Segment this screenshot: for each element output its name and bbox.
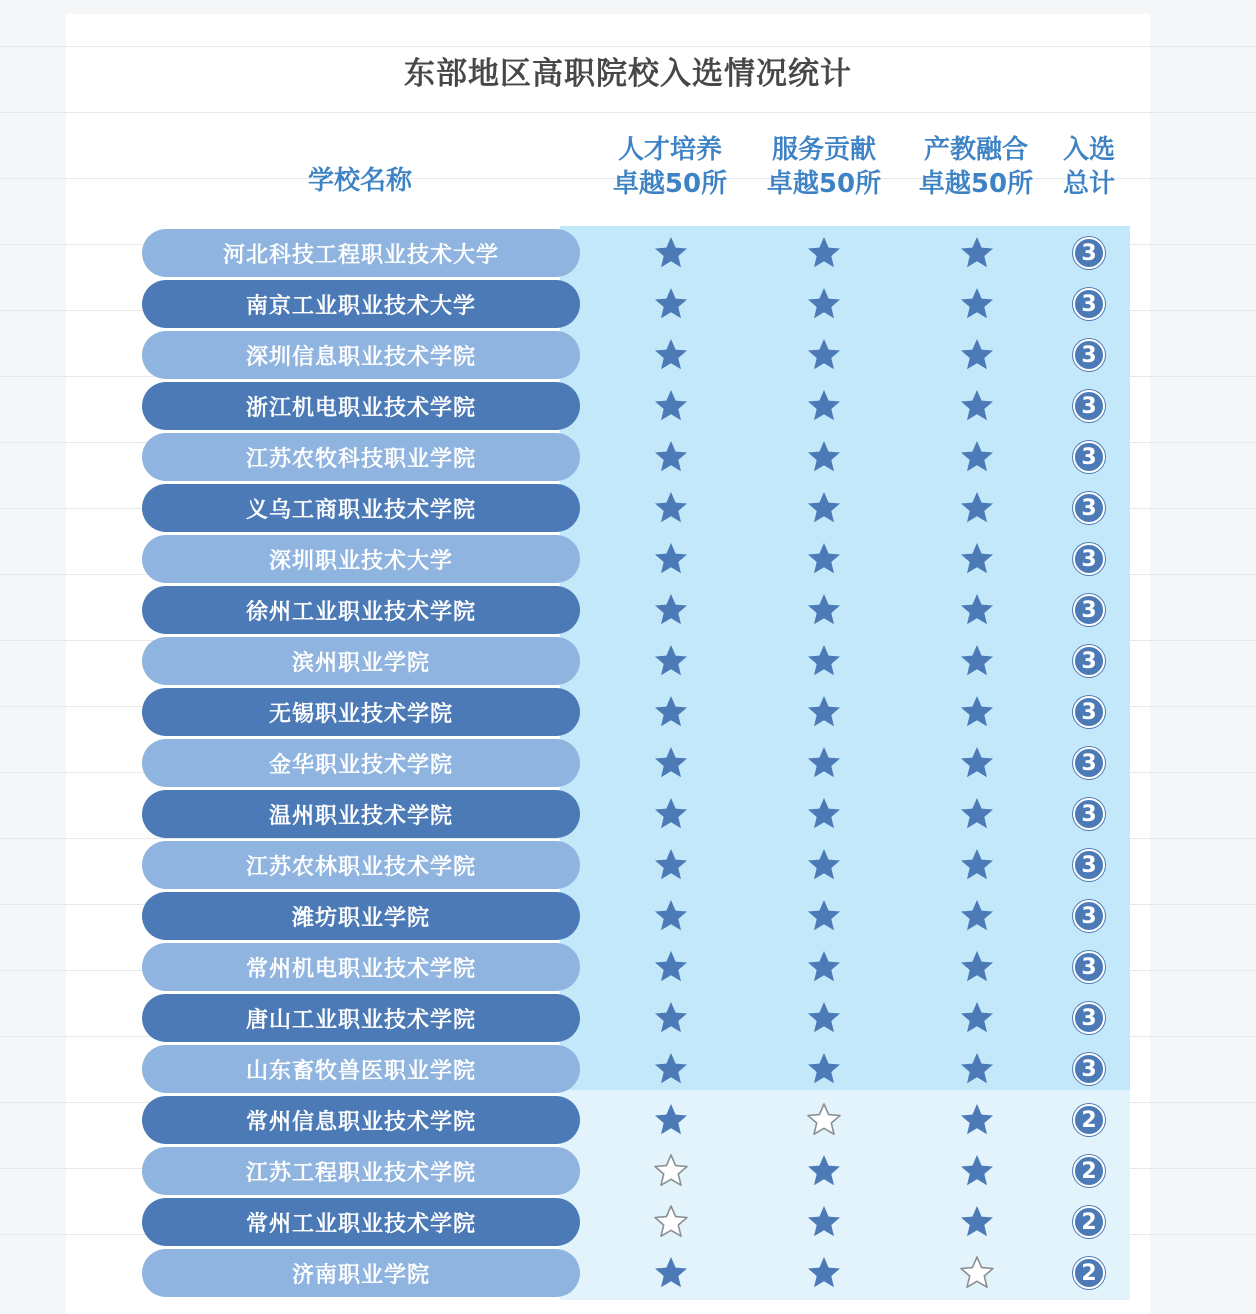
star-filled-icon	[959, 490, 995, 526]
star-outline-icon	[653, 1204, 689, 1240]
star-filled-icon	[959, 235, 995, 271]
total-count-badge: 3	[1073, 747, 1105, 779]
star-filled-icon	[959, 1204, 995, 1240]
star-filled-icon	[653, 235, 689, 271]
table-row	[0, 891, 1256, 942]
total-count-badge: 3	[1073, 1053, 1105, 1085]
school-name: 河北科技工程职业技术大学	[142, 229, 580, 277]
star-filled-icon	[653, 388, 689, 424]
star-filled-icon	[959, 1000, 995, 1036]
star-filled-icon	[806, 439, 842, 475]
table-row	[0, 993, 1256, 1044]
star-filled-icon	[806, 1153, 842, 1189]
header-service-line2: 卓越50所	[766, 169, 882, 199]
star-filled-icon	[653, 286, 689, 322]
star-filled-icon	[653, 337, 689, 373]
table-row	[0, 1248, 1256, 1299]
total-count-badge: 3	[1073, 798, 1105, 830]
header-service-line1: 服务贡献	[771, 135, 876, 165]
school-name: 南京工业职业技术大学	[142, 280, 580, 328]
school-name: 浙江机电职业技术学院	[142, 382, 580, 430]
table-row	[0, 840, 1256, 891]
header-talent-line2: 卓越50所	[612, 169, 728, 199]
total-count-badge: 3	[1073, 339, 1105, 371]
header-service-contribution	[754, 133, 894, 201]
star-filled-icon	[806, 592, 842, 628]
star-filled-icon	[959, 1102, 995, 1138]
school-name: 深圳职业技术大学	[142, 535, 580, 583]
school-name: 徐州工业职业技术学院	[142, 586, 580, 634]
star-filled-icon	[959, 592, 995, 628]
table-row	[0, 636, 1256, 687]
table-row	[0, 1146, 1256, 1197]
star-filled-icon	[806, 1051, 842, 1087]
school-name: 山东畜牧兽医职业学院	[142, 1045, 580, 1093]
table-row	[0, 432, 1256, 483]
table-row	[0, 1044, 1256, 1095]
school-name: 济南职业学院	[142, 1249, 580, 1297]
table-row	[0, 942, 1256, 993]
star-filled-icon	[806, 337, 842, 373]
total-count-badge: 3	[1073, 645, 1105, 677]
star-filled-icon	[959, 286, 995, 322]
header-school-name: 学校名称	[307, 166, 412, 196]
total-count-badge: 3	[1073, 594, 1105, 626]
star-filled-icon	[806, 745, 842, 781]
star-filled-icon	[653, 439, 689, 475]
header-total	[1054, 133, 1124, 201]
total-count-badge: 3	[1073, 441, 1105, 473]
star-outline-icon	[653, 1153, 689, 1189]
total-count-badge: 3	[1073, 390, 1105, 422]
header-total-line2: 总计	[1062, 169, 1115, 199]
total-count-badge: 2	[1073, 1257, 1105, 1289]
school-name: 江苏农林职业技术学院	[142, 841, 580, 889]
table-row	[0, 1095, 1256, 1146]
star-filled-icon	[806, 490, 842, 526]
star-filled-icon	[806, 286, 842, 322]
star-filled-icon	[653, 1255, 689, 1291]
star-filled-icon	[959, 388, 995, 424]
school-name: 金华职业技术学院	[142, 739, 580, 787]
star-filled-icon	[959, 439, 995, 475]
star-filled-icon	[806, 796, 842, 832]
table-row	[0, 1197, 1256, 1248]
school-name: 温州职业技术学院	[142, 790, 580, 838]
star-filled-icon	[653, 694, 689, 730]
total-count-badge: 3	[1073, 900, 1105, 932]
star-filled-icon	[806, 949, 842, 985]
star-filled-icon	[806, 847, 842, 883]
page-title: 东部地区高职院校入选情况统计	[404, 56, 852, 92]
table-row	[0, 228, 1256, 279]
total-count-badge: 2	[1073, 1155, 1105, 1187]
star-filled-icon	[959, 796, 995, 832]
star-filled-icon	[806, 1255, 842, 1291]
school-name: 江苏农牧科技职业学院	[142, 433, 580, 481]
star-filled-icon	[653, 949, 689, 985]
table-row	[0, 534, 1256, 585]
star-filled-icon	[959, 694, 995, 730]
table-row	[0, 687, 1256, 738]
total-count-badge: 3	[1073, 543, 1105, 575]
star-filled-icon	[959, 1051, 995, 1087]
header-talent-cultivation	[600, 133, 740, 201]
star-outline-icon	[959, 1255, 995, 1291]
star-filled-icon	[653, 1051, 689, 1087]
table-row	[0, 279, 1256, 330]
header-total-line1: 入选	[1062, 135, 1115, 165]
star-filled-icon	[806, 1000, 842, 1036]
total-count-badge: 3	[1073, 951, 1105, 983]
school-name: 无锡职业技术学院	[142, 688, 580, 736]
star-filled-icon	[806, 388, 842, 424]
star-filled-icon	[653, 745, 689, 781]
star-filled-icon	[959, 643, 995, 679]
rule-line	[0, 46, 1256, 47]
total-count-badge: 3	[1073, 288, 1105, 320]
header-industry-education	[906, 133, 1046, 201]
star-filled-icon	[806, 235, 842, 271]
star-filled-icon	[806, 1204, 842, 1240]
star-outline-icon	[806, 1102, 842, 1138]
star-filled-icon	[959, 949, 995, 985]
school-name: 江苏工程职业技术学院	[142, 1147, 580, 1195]
school-name: 唐山工业职业技术学院	[142, 994, 580, 1042]
table-row	[0, 381, 1256, 432]
star-filled-icon	[653, 847, 689, 883]
star-filled-icon	[653, 898, 689, 934]
school-name: 常州信息职业技术学院	[142, 1096, 580, 1144]
total-count-badge: 3	[1073, 492, 1105, 524]
star-filled-icon	[959, 847, 995, 883]
star-filled-icon	[653, 796, 689, 832]
rule-line	[0, 112, 1256, 113]
star-filled-icon	[806, 694, 842, 730]
star-filled-icon	[959, 1153, 995, 1189]
header-talent-line1: 人才培养	[617, 135, 722, 165]
star-filled-icon	[806, 898, 842, 934]
total-count-badge: 2	[1073, 1104, 1105, 1136]
header-integration-line1: 产教融合	[923, 135, 1028, 165]
total-count-badge: 2	[1073, 1206, 1105, 1238]
star-filled-icon	[653, 643, 689, 679]
school-name: 深圳信息职业技术学院	[142, 331, 580, 379]
table-row	[0, 483, 1256, 534]
table-row	[0, 789, 1256, 840]
school-name: 滨州职业学院	[142, 637, 580, 685]
star-filled-icon	[653, 541, 689, 577]
star-filled-icon	[806, 643, 842, 679]
total-count-badge: 3	[1073, 849, 1105, 881]
school-name: 潍坊职业学院	[142, 892, 580, 940]
total-count-badge: 3	[1073, 1002, 1105, 1034]
star-filled-icon	[653, 1102, 689, 1138]
table-row	[0, 330, 1256, 381]
star-filled-icon	[653, 490, 689, 526]
table-row	[0, 585, 1256, 636]
star-filled-icon	[959, 541, 995, 577]
table-row	[0, 738, 1256, 789]
star-filled-icon	[959, 898, 995, 934]
total-count-badge: 3	[1073, 696, 1105, 728]
school-name: 常州工业职业技术学院	[142, 1198, 580, 1246]
school-name: 义乌工商职业技术学院	[142, 484, 580, 532]
star-filled-icon	[653, 1000, 689, 1036]
star-filled-icon	[959, 337, 995, 373]
star-filled-icon	[806, 541, 842, 577]
star-filled-icon	[959, 745, 995, 781]
total-count-badge: 3	[1073, 237, 1105, 269]
star-filled-icon	[653, 592, 689, 628]
school-name: 常州机电职业技术学院	[142, 943, 580, 991]
header-integration-line2: 卓越50所	[918, 169, 1034, 199]
